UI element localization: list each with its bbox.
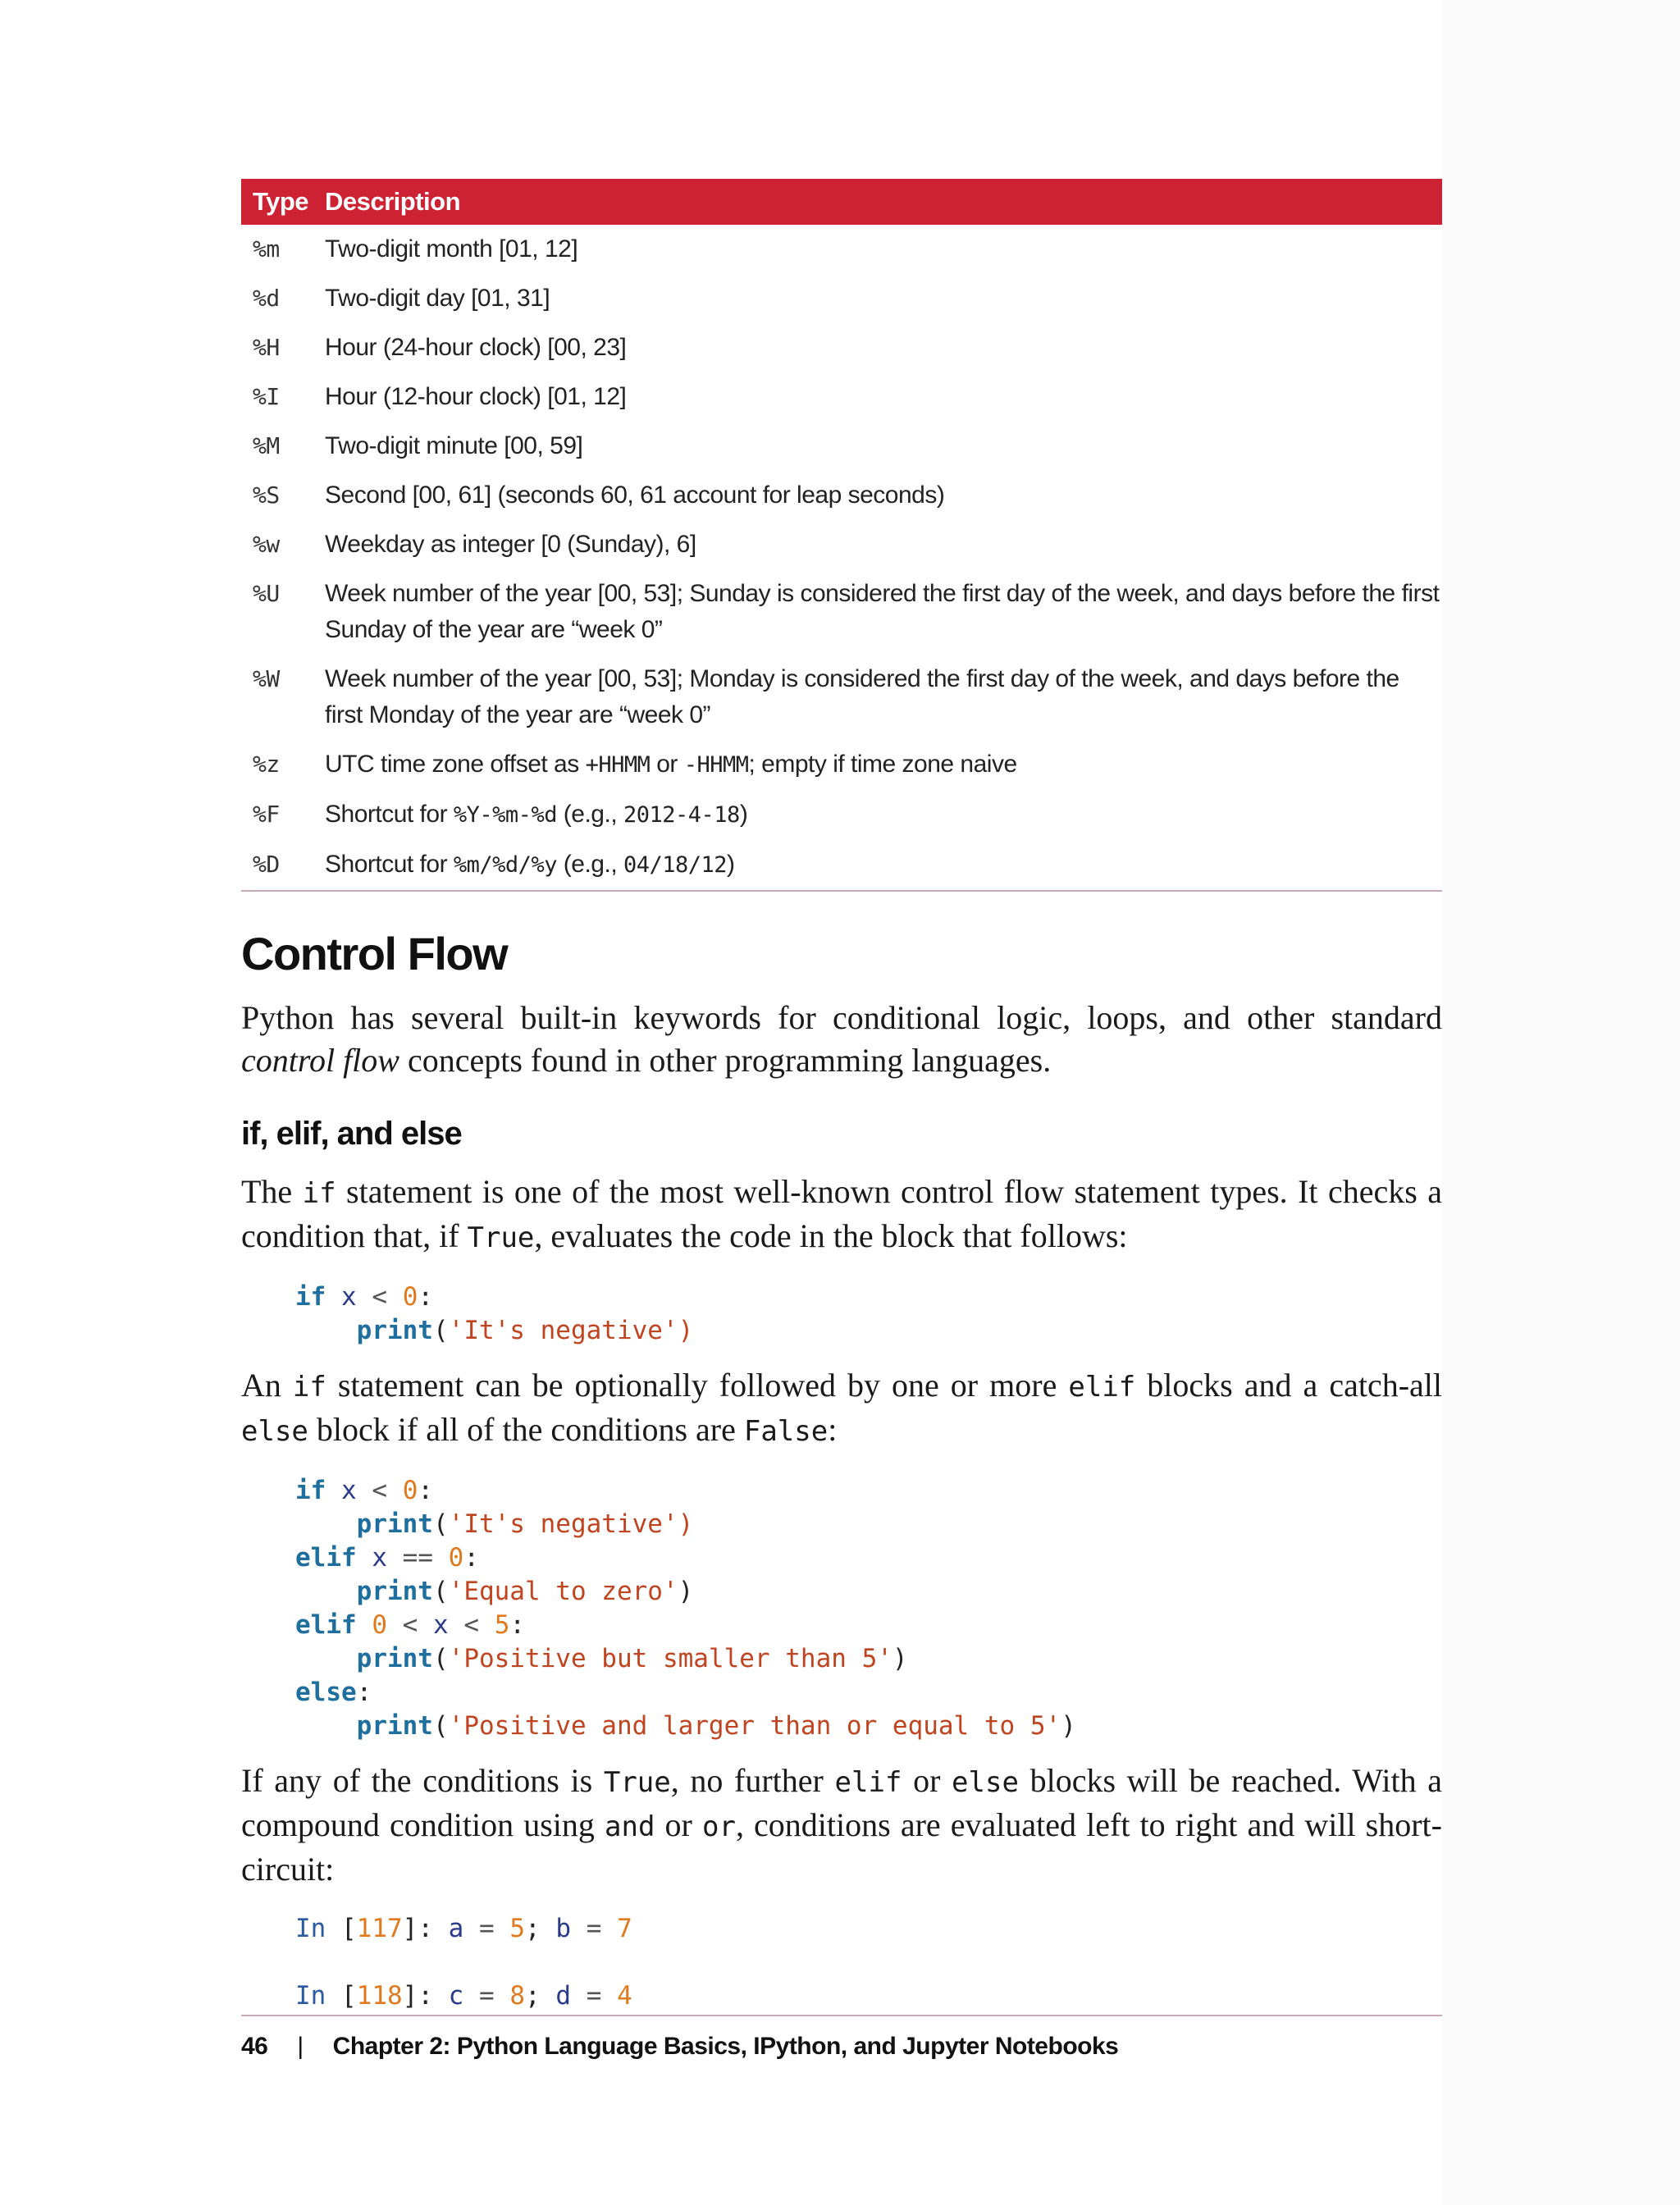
- punct: ): [1061, 1711, 1076, 1741]
- punct: :: [356, 1678, 372, 1707]
- format-description: [313, 790, 1442, 840]
- desc-code: -HHMM: [683, 752, 749, 778]
- number: 5: [509, 1914, 526, 1943]
- subsection-title: if, elif, and else: [241, 1116, 462, 1152]
- text: , conditions are evaluated left to right and will short-circuit:: [241, 1806, 1442, 1888]
- table-row: [241, 655, 1442, 740]
- format-description: Weekday as integer [0 (Sunday), 6]: [325, 531, 696, 558]
- text: If any of the conditions is: [241, 1762, 604, 1799]
- variable: x: [341, 1476, 357, 1505]
- desc-code: +HHMM: [585, 752, 651, 778]
- format-description: [313, 740, 1442, 790]
- strftime-format-table: [241, 179, 1442, 892]
- operator: <: [372, 1476, 388, 1505]
- table-row: [241, 840, 1442, 891]
- prompt: In: [295, 1981, 326, 2011]
- desc-text: Shortcut for: [325, 801, 454, 828]
- format-description: Two-digit month [01, 12]: [325, 235, 578, 262]
- code-block-if-elif-else: [295, 1474, 1442, 1743]
- format-code: %m: [253, 235, 280, 262]
- inline-code: else: [952, 1766, 1019, 1799]
- punct: [: [341, 1914, 357, 1943]
- inline-code: True: [467, 1221, 535, 1254]
- operator: =: [586, 1914, 602, 1943]
- format-description: Hour (12-hour clock) [01, 12]: [325, 383, 627, 410]
- table-row: [241, 323, 1442, 372]
- if-paragraph: [241, 1171, 1442, 1259]
- table-row: [241, 274, 1442, 323]
- page-content: [241, 179, 1442, 2013]
- text: statement can be optionally followed by one or more: [326, 1367, 1069, 1404]
- number: 0: [372, 1610, 387, 1640]
- format-code: %F: [253, 801, 280, 828]
- string: 'Equal to zero': [448, 1577, 678, 1606]
- page-number: 46: [241, 2033, 268, 2060]
- punct: ): [678, 1577, 694, 1606]
- text: blocks will be reached. With a compound condition using: [241, 1762, 1443, 1843]
- inline-code: elif: [1068, 1371, 1136, 1404]
- punct: (: [432, 1644, 449, 1673]
- text: block if all of the conditions are: [308, 1411, 744, 1448]
- desc-text: (e.g.,: [556, 801, 623, 828]
- desc-code: 04/18/12: [623, 852, 728, 878]
- punct: (: [432, 1509, 449, 1539]
- table-row: [241, 520, 1442, 569]
- number: 0: [402, 1282, 418, 1312]
- format-code: %I: [253, 383, 280, 410]
- desc-code: 2012-4-18: [623, 802, 740, 828]
- text: blocks and a catch-all: [1135, 1367, 1442, 1404]
- desc-text: ): [727, 851, 735, 878]
- function: print: [356, 1509, 433, 1539]
- section-title: Control Flow: [241, 928, 508, 979]
- table-row: [241, 372, 1442, 422]
- format-code: %D: [241, 840, 313, 891]
- code-block-if: [295, 1281, 1442, 1348]
- desc-text: Shortcut for: [325, 851, 454, 878]
- format-code: %M: [253, 432, 280, 459]
- prompt: In: [295, 1914, 326, 1943]
- number: 0: [448, 1543, 464, 1573]
- inline-code: and: [605, 1810, 655, 1843]
- inline-code: if: [292, 1371, 326, 1404]
- operator: =: [479, 1981, 495, 2011]
- function: print: [356, 1711, 433, 1741]
- format-description: Second [00, 61] (seconds 60, 61 account for leap seconds): [325, 482, 945, 509]
- format-code: %S: [253, 482, 280, 509]
- text: :: [828, 1411, 838, 1448]
- operator: <: [402, 1610, 418, 1640]
- keyword: elif: [295, 1543, 357, 1573]
- text: Python has several built-in keywords for conditional logic, loops, and other standard: [241, 999, 1442, 1036]
- format-description: Two-digit day [01, 31]: [325, 285, 550, 312]
- table-header: [241, 179, 1442, 225]
- operator: =: [479, 1914, 495, 1943]
- inline-code: elif: [834, 1766, 902, 1799]
- variable: x: [341, 1282, 357, 1312]
- punct: ;: [525, 1981, 541, 2011]
- footer-separator: |: [297, 2033, 304, 2060]
- punct: (: [432, 1711, 449, 1741]
- text: concepts found in other programming languages.: [399, 1042, 1052, 1079]
- number: 7: [617, 1914, 632, 1943]
- string: 'Positive but smaller than 5': [448, 1644, 892, 1673]
- text: or: [902, 1762, 952, 1799]
- number: 4: [617, 1981, 632, 2011]
- emphasis: control flow: [241, 1042, 399, 1079]
- punct: :: [418, 1476, 434, 1505]
- keyword: else: [295, 1678, 357, 1707]
- operator: <: [372, 1282, 388, 1312]
- table-row: [241, 569, 1442, 655]
- punct: ]:: [402, 1981, 433, 2011]
- inline-code: or: [701, 1810, 736, 1843]
- string: 'It's negative': [448, 1316, 678, 1345]
- format-code: %z: [253, 751, 280, 778]
- operator: <: [463, 1610, 480, 1640]
- punct: :: [418, 1282, 434, 1312]
- desc-text: ): [739, 801, 748, 828]
- number: 0: [402, 1476, 418, 1505]
- punct: ;: [525, 1914, 541, 1943]
- function: print: [356, 1577, 433, 1606]
- inline-code: True: [603, 1766, 671, 1799]
- text: , no further: [670, 1762, 835, 1799]
- format-code: %U: [253, 580, 280, 607]
- inline-code: else: [241, 1415, 308, 1448]
- format-description: Two-digit minute [00, 59]: [325, 432, 583, 459]
- function: print: [356, 1316, 433, 1345]
- desc-text: (e.g.,: [556, 851, 623, 878]
- variable: d: [555, 1981, 572, 2011]
- operator: =: [586, 1981, 602, 2011]
- punct: (: [432, 1316, 449, 1345]
- desc-text: UTC time zone offset as: [325, 751, 586, 778]
- table-row: [241, 740, 1442, 790]
- table-row: [241, 790, 1442, 840]
- variable: a: [448, 1914, 464, 1943]
- text: The: [241, 1173, 303, 1210]
- format-description: Week number of the year [00, 53]; Monday is considered the first day of the week, and days before the first Monday of the year are “week 0”: [325, 665, 1399, 728]
- inline-code: False: [743, 1415, 829, 1448]
- format-code: %w: [253, 531, 280, 558]
- text: An: [241, 1367, 293, 1404]
- variable: c: [448, 1981, 464, 2011]
- desc-code: %m/%d/%y: [453, 852, 557, 878]
- table-row: [241, 422, 1442, 471]
- desc-code: %Y-%m-%d: [453, 802, 557, 828]
- page-margin-shade: [1442, 0, 1680, 2205]
- variable: x: [372, 1543, 387, 1573]
- desc-text: ; empty if time zone naive: [748, 751, 1017, 778]
- string: 'It's negative': [448, 1509, 678, 1539]
- table-row: [241, 471, 1442, 520]
- punct: ): [678, 1316, 694, 1345]
- keyword: if: [295, 1476, 326, 1505]
- format-code: %W: [253, 665, 280, 692]
- punct: (: [432, 1577, 449, 1606]
- number: 8: [509, 1981, 526, 2011]
- intro-paragraph: [241, 997, 1442, 1082]
- punct: ]:: [402, 1914, 433, 1943]
- table-row: [241, 225, 1442, 274]
- elif-paragraph: [241, 1364, 1442, 1453]
- format-description: Week number of the year [00, 53]; Sunday is considered the first day of the week, and days before the first Sunday of the year are “week 0”: [325, 580, 1440, 643]
- string: 'Positive and larger than or equal to 5': [448, 1711, 1061, 1741]
- function: print: [356, 1644, 433, 1673]
- inline-code: if: [302, 1177, 336, 1210]
- punct: [: [341, 1981, 357, 2011]
- short-circuit-paragraph: [241, 1760, 1442, 1891]
- text: statement is one of the most well-known control flow statement types. It checks a condition that, if: [241, 1173, 1443, 1254]
- keyword: if: [295, 1282, 326, 1312]
- punct: :: [463, 1543, 480, 1573]
- keyword: elif: [295, 1610, 357, 1640]
- code-block-ipython: [295, 1912, 1442, 2013]
- chapter-title: Chapter 2: Python Language Basics, IPython, and Jupyter Notebooks: [332, 2033, 1119, 2060]
- text: , evaluates the code in the block that follows:: [534, 1217, 1128, 1254]
- text: or: [655, 1806, 702, 1843]
- header-description: Description: [313, 179, 1442, 225]
- prompt-number: 118: [356, 1981, 403, 2011]
- page-footer: [241, 2015, 1442, 2061]
- operator: ==: [402, 1543, 433, 1573]
- variable: x: [433, 1610, 449, 1640]
- variable: b: [555, 1914, 572, 1943]
- desc-text: or: [650, 751, 684, 778]
- format-code: %H: [253, 334, 280, 361]
- header-type: Type: [241, 179, 313, 225]
- prompt-number: 117: [356, 1914, 403, 1943]
- punct: ): [678, 1509, 694, 1539]
- punct: :: [509, 1610, 526, 1640]
- format-description: Hour (24-hour clock) [00, 23]: [325, 334, 627, 361]
- format-code: %d: [253, 285, 280, 312]
- format-description: [313, 840, 1442, 891]
- number: 5: [494, 1610, 510, 1640]
- punct: ): [892, 1644, 908, 1673]
